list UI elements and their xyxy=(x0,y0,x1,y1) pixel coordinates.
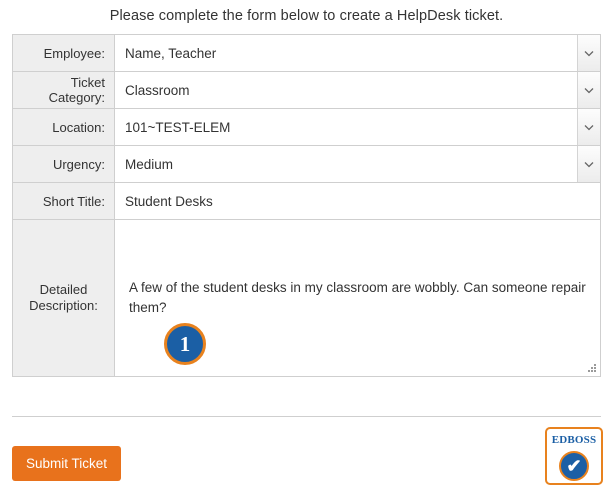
edboss-logo xyxy=(545,427,603,485)
submit-ticket-button[interactable]: Submit Ticket xyxy=(12,446,121,481)
short-title-value: Student Desks xyxy=(125,193,213,209)
step-badge-1: 1 xyxy=(164,323,206,365)
ticket-form xyxy=(12,34,601,377)
short-title-label: Short Title: xyxy=(13,183,115,219)
edboss-emblem xyxy=(547,451,601,483)
employee-value: Name, Teacher xyxy=(125,45,217,61)
location-value: 101~TEST-ELEM xyxy=(125,119,231,135)
form-row-location xyxy=(12,108,601,145)
employee-label: Employee: xyxy=(13,35,115,71)
page-title: Please complete the form below to create a HelpDesk ticket. xyxy=(109,8,504,24)
chevron-down-icon[interactable] xyxy=(577,72,600,108)
form-divider xyxy=(12,416,601,417)
detailed-description-value: A few of the student desks in my classroom are wobbly. Can someone repair them? xyxy=(129,280,586,315)
form-row-short-title xyxy=(12,182,601,220)
ticket-category-select[interactable] xyxy=(115,72,577,108)
chevron-down-icon[interactable] xyxy=(577,146,600,182)
urgency-label: Urgency: xyxy=(13,146,115,182)
form-row-urgency xyxy=(12,145,601,182)
form-row-employee xyxy=(12,34,601,71)
ticket-category-value: Classroom xyxy=(125,82,190,98)
chevron-down-icon[interactable] xyxy=(577,109,600,145)
resize-grip-icon[interactable] xyxy=(588,364,597,373)
checkmark-icon xyxy=(559,451,589,481)
edboss-wordmark: EDBOSS xyxy=(551,434,597,446)
urgency-select[interactable] xyxy=(115,146,577,182)
short-title-input[interactable] xyxy=(115,183,600,219)
employee-select[interactable] xyxy=(115,35,577,71)
form-row-ticket-category xyxy=(12,71,601,108)
location-label: Location: xyxy=(13,109,115,145)
form-row-detailed-description xyxy=(12,220,601,377)
urgency-value: Medium xyxy=(125,156,174,172)
chevron-down-icon[interactable] xyxy=(577,35,600,71)
checkmark-glyph: ✔ xyxy=(566,456,582,476)
ticket-category-label: Ticket Category: xyxy=(13,72,115,108)
location-select[interactable] xyxy=(115,109,577,145)
detailed-description-label: Detailed Description: xyxy=(13,220,115,376)
